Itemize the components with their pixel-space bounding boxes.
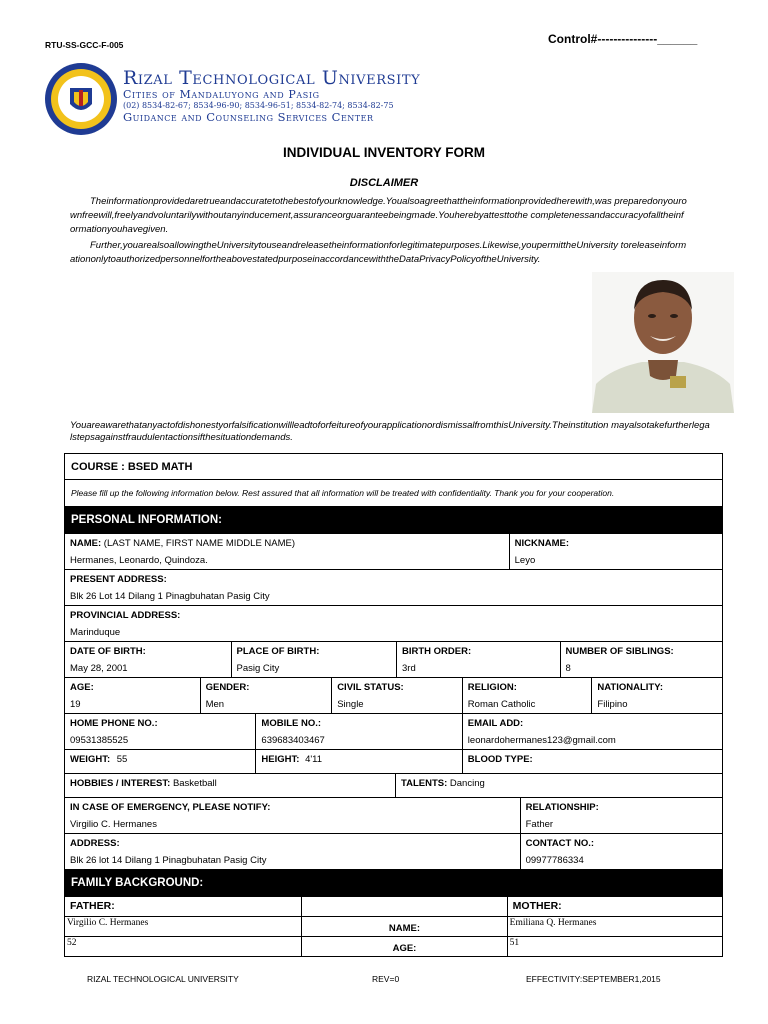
contact-number-field[interactable] [521, 834, 722, 869]
family-name-row [64, 917, 723, 937]
falsification-warning: YouareawarethatanyactofdishonestyorfalsificationwillleadtoforfeitureofyourapplicationordismissalfromthisUniversity.Theinstitution mayalsotakefurtherlegalstepsagainstfraudulentactionsifthesituationdemands. [70, 420, 710, 443]
university-phones: (02) 8534-82-67; 8534-96-90; 8534-96-51; 8534-82-74; 8534-82-75 [123, 101, 394, 110]
relationship-label: RELATIONSHIP: [525, 802, 599, 813]
religion-field[interactable] [463, 678, 593, 713]
provincial-address-label: PROVINCIAL ADDRESS: [70, 610, 181, 621]
university-seal-logo [44, 62, 118, 136]
dob-label: DATE OF BIRTH: [70, 646, 146, 657]
mobile-value: 639683403467 [261, 735, 325, 746]
email-field[interactable] [463, 714, 722, 749]
height-value: 4'11 [305, 754, 323, 765]
nickname-value: Leyo [514, 555, 536, 566]
personal-info-heading: PERSONAL INFORMATION: [64, 507, 723, 534]
emergency-value: Virgilio C. Hermanes [70, 819, 157, 830]
birth-order-field[interactable] [397, 642, 561, 677]
notice-row [64, 480, 723, 507]
physical-row [64, 750, 723, 774]
family-age-label: AGE: [392, 943, 417, 954]
gender-label: GENDER: [205, 682, 250, 693]
birth-order-label: BIRTH ORDER: [402, 646, 472, 657]
home-phone-value: 09531385525 [70, 735, 129, 746]
emergency-row [64, 798, 723, 834]
name-value: Hermanes, Leonardo, Quindoza. [70, 555, 208, 566]
pob-label: PLACE OF BIRTH: [236, 646, 320, 657]
student-photo [592, 272, 734, 413]
name-row [64, 534, 723, 570]
dob-value: May 28, 2001 [70, 663, 128, 674]
relationship-value: Father [525, 819, 554, 830]
emergency-address-label: ADDRESS: [70, 838, 120, 849]
mobile-label: MOBILE NO.: [261, 718, 322, 729]
disclaimer-paragraph-2 [70, 239, 688, 267]
family-name-label: NAME: [388, 923, 421, 934]
blood-type-label: BLOOD TYPE: [467, 754, 533, 765]
father-header [65, 897, 302, 916]
footer-university: RIZAL TECHNOLOGICAL UNIVERSITY [87, 974, 239, 984]
name-label: NAME: [70, 538, 102, 549]
nationality-field[interactable] [592, 678, 722, 713]
talents-value: Dancing [449, 778, 485, 789]
nickname-label: NICKNAME: [514, 538, 569, 549]
emergency-contact-field[interactable] [65, 798, 521, 833]
provincial-address-field[interactable] [65, 606, 722, 641]
emergency-address-row [64, 834, 723, 870]
present-address-value: Blk 26 Lot 14 Dilang 1 Pinagbuhatan Pasig City [70, 591, 270, 602]
siblings-label: NUMBER OF SIBLINGS: [565, 646, 674, 657]
email-value: leonardohermanes123@gmail.com [467, 735, 616, 746]
height-field[interactable] [256, 750, 462, 773]
disclaimer-text-2: Further,youarealsoallowingtheUniversitytouseandreleasetheinformationforlegitimatepurposes.Likewise,youpermittheUniversity toreleaseinformationonlytoauthorizedpersonnelfortheabovestatedpurposeinaccordancewiththeDataPrivacyPolicyoftheUniversity. [70, 240, 687, 265]
dob-field[interactable] [65, 642, 232, 677]
religion-value: Roman Catholic [467, 699, 536, 710]
birth-order-value: 3rd [402, 663, 416, 674]
footer-revision: REV=0 [372, 974, 400, 984]
nationality-label: NATIONALITY: [597, 682, 664, 693]
age-value: 19 [70, 699, 81, 710]
weight-field[interactable] [65, 750, 256, 773]
form-code: RTU-SS-GCC-F-005 [45, 40, 124, 50]
family-background-heading: FAMILY BACKGROUND: [64, 870, 723, 897]
talents-field[interactable] [396, 774, 722, 797]
hobbies-field[interactable] [65, 774, 396, 797]
contact-number-value: 09977786334 [525, 855, 584, 866]
disclaimer-text-1: Theinformationprovidedaretrueandaccuratetothebestofyourknowledge.Youalsoagreethattheinformationprovidedherewith,was preparedonyourownfreewill,freelyandvoluntarilywithoutanyinducement,assuranceorguaranteebeingmade.Youherebyattesttothe completenessandaccuracyofalltheinformationyouhavegiven. [70, 196, 687, 235]
blood-type-field[interactable] [463, 750, 722, 773]
father-age-field[interactable] [65, 937, 302, 956]
civil-status-label: CIVIL STATUS: [337, 682, 404, 693]
age-label: AGE: [70, 682, 94, 693]
present-address-field[interactable] [65, 570, 722, 605]
mother-age-value: 51 [509, 938, 520, 948]
gender-value: Men [205, 699, 225, 710]
father-name-value: Virgilio C. Hermanes [67, 918, 149, 928]
nickname-field[interactable] [510, 534, 722, 569]
mother-age-field[interactable] [508, 937, 722, 956]
footer-effectivity: EFFECTIVITY:SEPTEMBER1,2015 [526, 974, 661, 984]
mobile-field[interactable] [256, 714, 462, 749]
provincial-address-row [64, 606, 723, 642]
siblings-field[interactable] [561, 642, 723, 677]
emergency-address-value: Blk 26 lot 14 Dilang 1 Pinagbuhatan Pasig City [70, 855, 267, 866]
home-phone-label: HOME PHONE NO.: [70, 718, 158, 729]
family-age-row [64, 937, 723, 957]
family-name-label-cell [302, 917, 507, 936]
mother-header [508, 897, 722, 916]
contact-row [64, 714, 723, 750]
father-name-field[interactable] [65, 917, 302, 936]
form-title: INDIVIDUAL INVENTORY FORM [282, 145, 486, 160]
contact-number-label: CONTACT NO.: [525, 838, 595, 849]
mother-label: MOTHER: [512, 900, 562, 912]
civil-status-value: Single [337, 699, 364, 710]
mother-name-value: Emiliana Q. Hermanes [509, 918, 597, 928]
university-name: Rizal Technological University [123, 67, 421, 89]
present-address-label: PRESENT ADDRESS: [70, 574, 167, 585]
father-age-value: 52 [67, 938, 77, 948]
civil-status-field[interactable] [332, 678, 463, 713]
present-address-row [64, 570, 723, 606]
name-hint: (LAST NAME, FIRST NAME MIDDLE NAME) [103, 538, 296, 549]
hobbies-value: Basketball [172, 778, 217, 789]
mother-name-field[interactable] [508, 917, 722, 936]
home-phone-field[interactable] [65, 714, 256, 749]
notice-text: Please fill up the following information below. Rest assured that all information will be treated with confidentiality. Thank you for your cooperation. [71, 488, 615, 498]
family-header-row [64, 897, 723, 917]
disclaimer-heading: DISCLAIMER [349, 177, 419, 189]
pob-value: Pasig City [236, 663, 280, 674]
hobbies-row [64, 774, 723, 798]
course-row [64, 453, 723, 480]
family-age-label-cell [302, 937, 507, 956]
religion-label: RELIGION: [467, 682, 517, 693]
provincial-address-value: Marinduque [70, 627, 121, 638]
talents-label: TALENTS: [401, 778, 448, 789]
father-label: FATHER: [70, 900, 115, 912]
control-number: Control#---------------______ [548, 32, 698, 46]
demographics-row [64, 678, 723, 714]
relationship-field[interactable] [521, 798, 722, 833]
gender-field[interactable] [201, 678, 333, 713]
guidance-center-name: Guidance and Counseling Services Center [123, 110, 374, 124]
family-middle-header [302, 897, 507, 916]
weight-value: 55 [116, 754, 128, 765]
birth-row [64, 642, 723, 678]
height-label: HEIGHT: [261, 754, 300, 765]
email-label: EMAIL ADD: [467, 718, 524, 729]
inventory-form-table [64, 453, 723, 957]
hobbies-label: HOBBIES / INTEREST: [70, 778, 171, 789]
emergency-address-field[interactable] [65, 834, 521, 869]
weight-label: WEIGHT: [70, 754, 111, 765]
siblings-value: 8 [565, 663, 571, 674]
age-field[interactable] [65, 678, 201, 713]
university-cities: Cities of Mandaluyong and Pasig [123, 88, 320, 101]
pob-field[interactable] [232, 642, 398, 677]
nationality-value: Filipino [597, 699, 628, 710]
disclaimer-paragraph-1 [70, 195, 688, 237]
name-field[interactable] [65, 534, 510, 569]
course-label: COURSE : BSED MATH [71, 461, 193, 473]
emergency-label: IN CASE OF EMERGENCY, PLEASE NOTIFY: [70, 802, 271, 813]
